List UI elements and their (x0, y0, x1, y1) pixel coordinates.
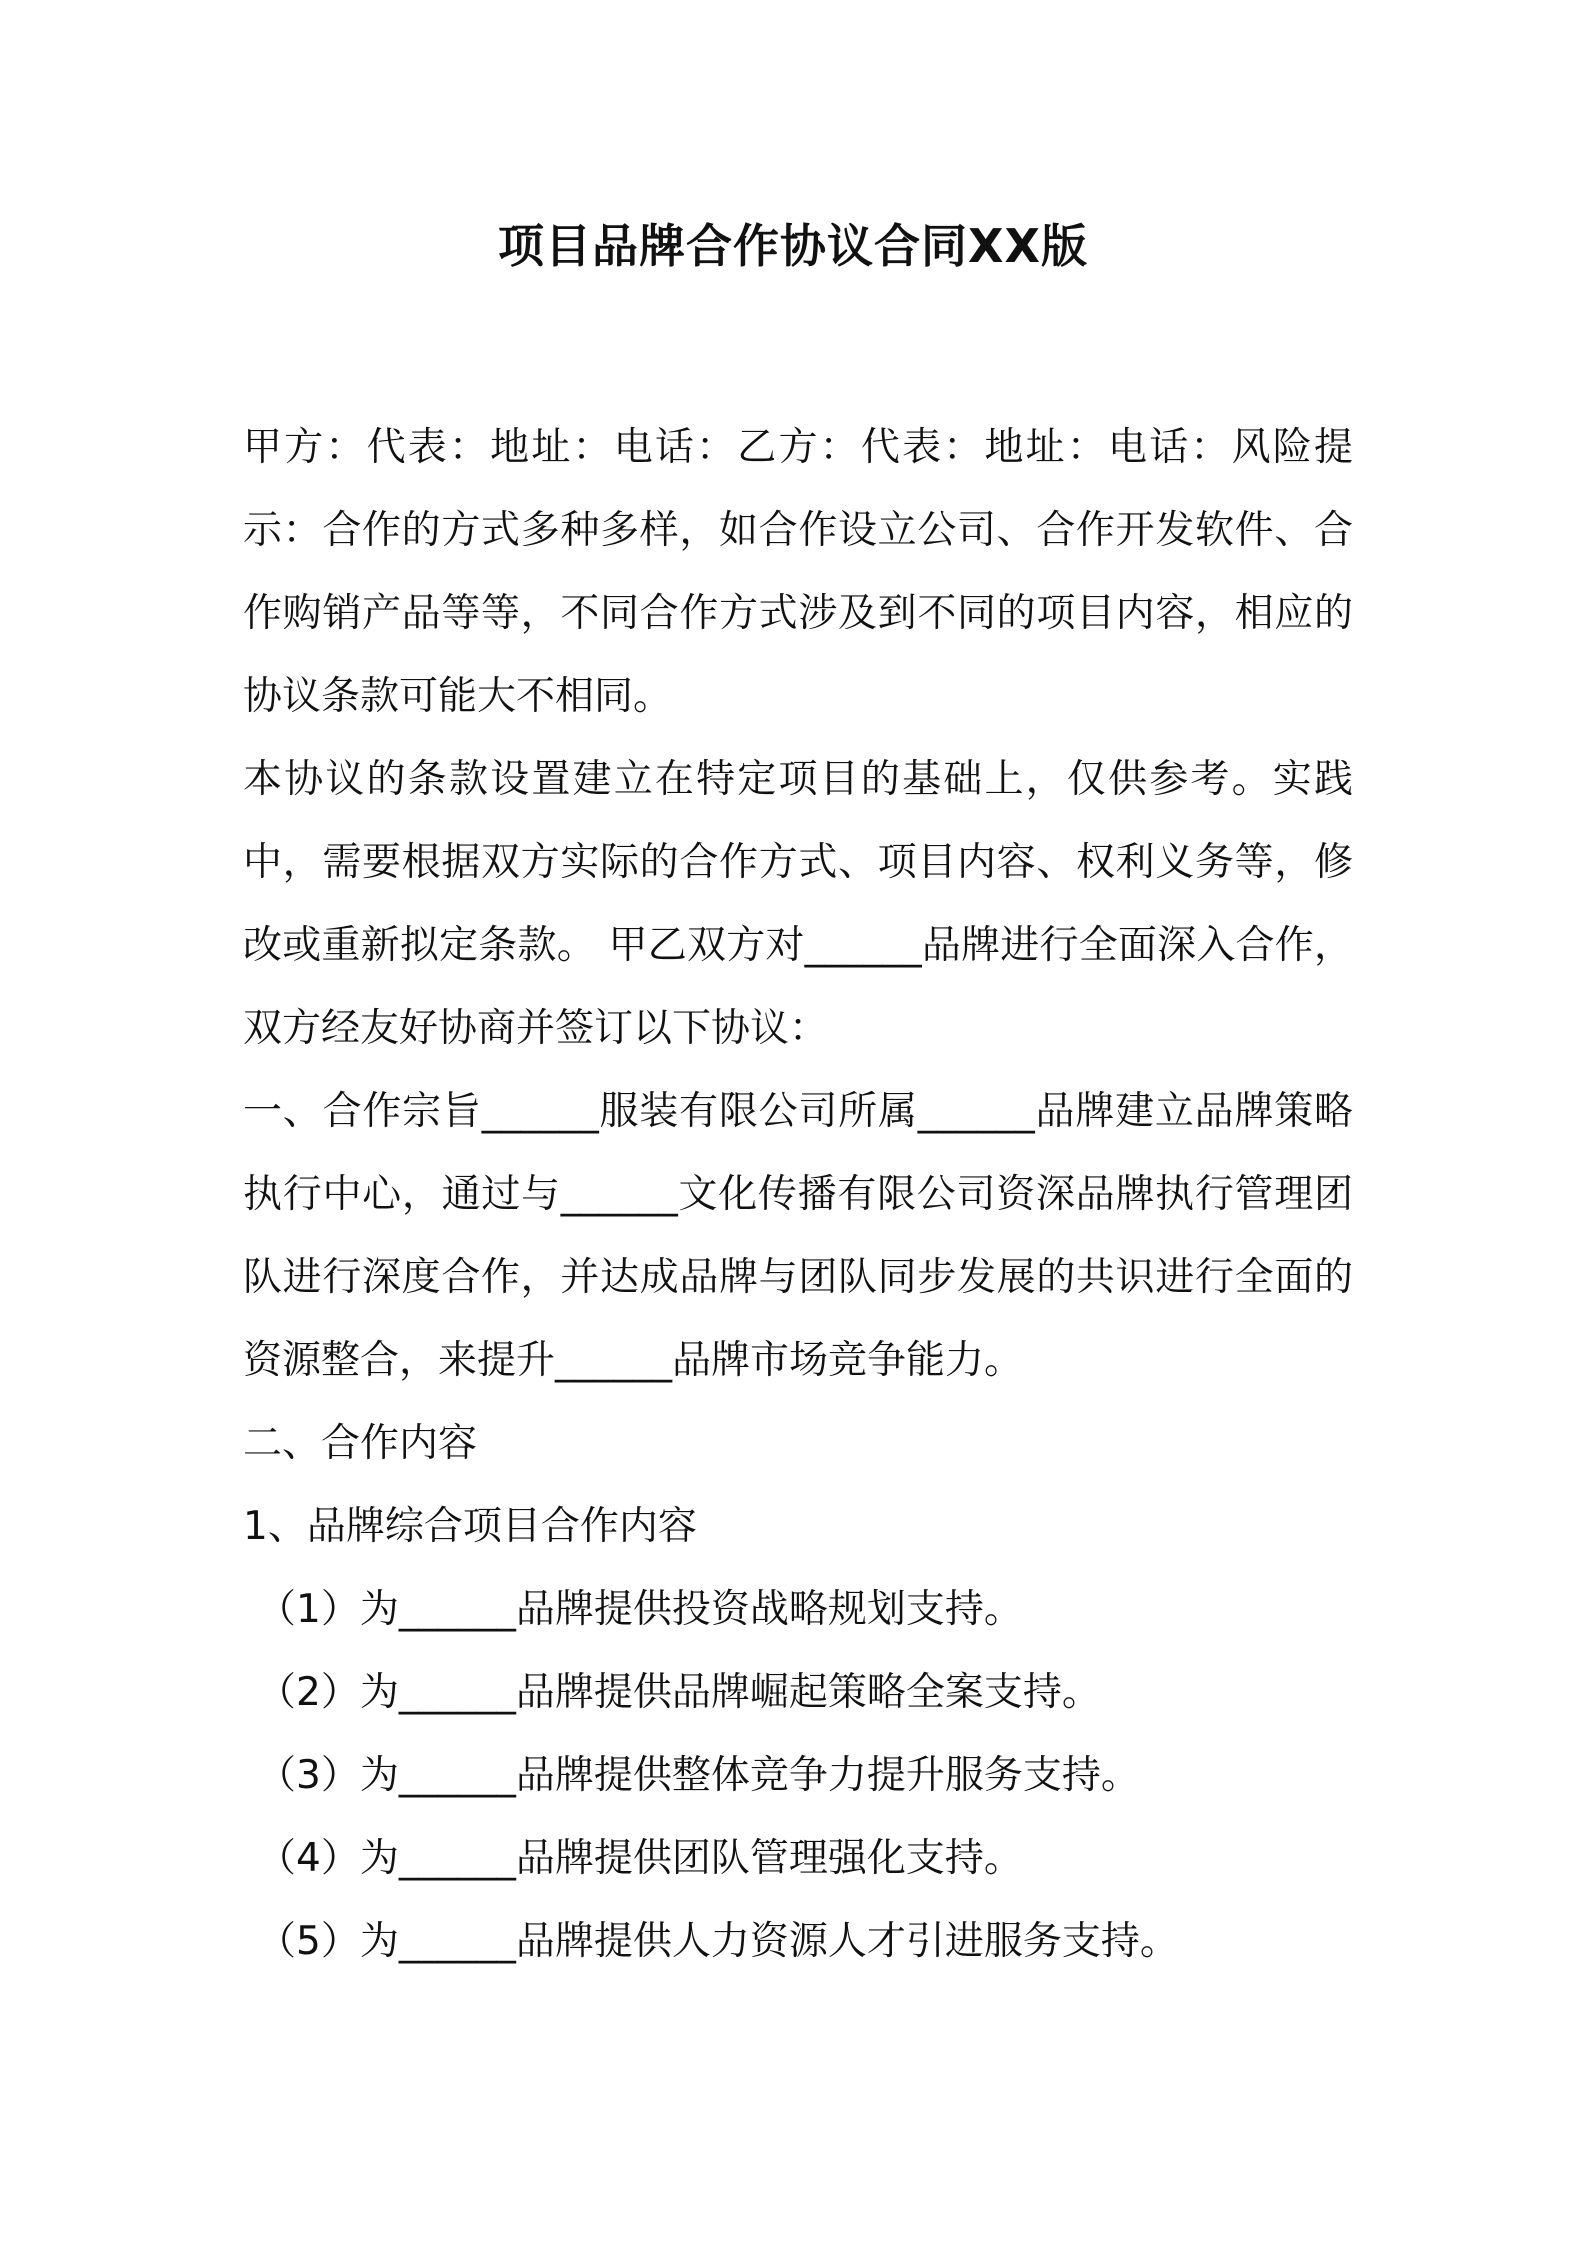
document-body (243, 406, 1353, 1983)
list-item-4: （4）为______品牌提供团队管理强化支持。 (257, 1836, 1023, 1881)
list-item-2: （2）为______品牌提供品牌崛起策略全案支持。 (257, 1670, 1101, 1715)
list-item-1: （1）为______品牌提供投资战略规划支持。 (257, 1587, 1023, 1632)
document-title: 项目品牌合作协议合同XX版 (498, 219, 1088, 273)
section-1-paragraph: 一、合作宗旨______服装有限公司所属______品牌建立品牌策略执行中心，通过与______文化传播有限公司资深品牌执行管理团队进行深度合作，并达成品牌与团队同步发展的共识进行全面的资源整合，来提升______品牌市场竞争能力。 (243, 1089, 1353, 1383)
list-item-5: （5）为______品牌提供人力资源人才引进服务支持。 (257, 1919, 1179, 1964)
intro-paragraph-2: 本协议的条款设置建立在特定项目的基础上，仅供参考。实践中，需要根据双方实际的合作方式、项目内容、权利义务等，修改或重新拟定条款。 甲乙双方对______品牌进行全面深入合作，双方经友好协商并签订以下协议： (243, 757, 1353, 1051)
subsection-1-heading: 1、品牌综合项目合作内容 (243, 1504, 697, 1549)
list-item-3: （3）为______品牌提供整体竞争力提升服务支持。 (257, 1753, 1140, 1798)
intro-paragraph-1: 甲方：代表：地址：电话：乙方：代表：地址：电话：风险提示：合作的方式多种多样，如合作设立公司、合作开发软件、合作购销产品等等，不同合作方式涉及到不同的项目内容，相应的协议条款可能大不相同。 (243, 425, 1353, 719)
section-2-heading: 二、合作内容 (243, 1421, 478, 1466)
